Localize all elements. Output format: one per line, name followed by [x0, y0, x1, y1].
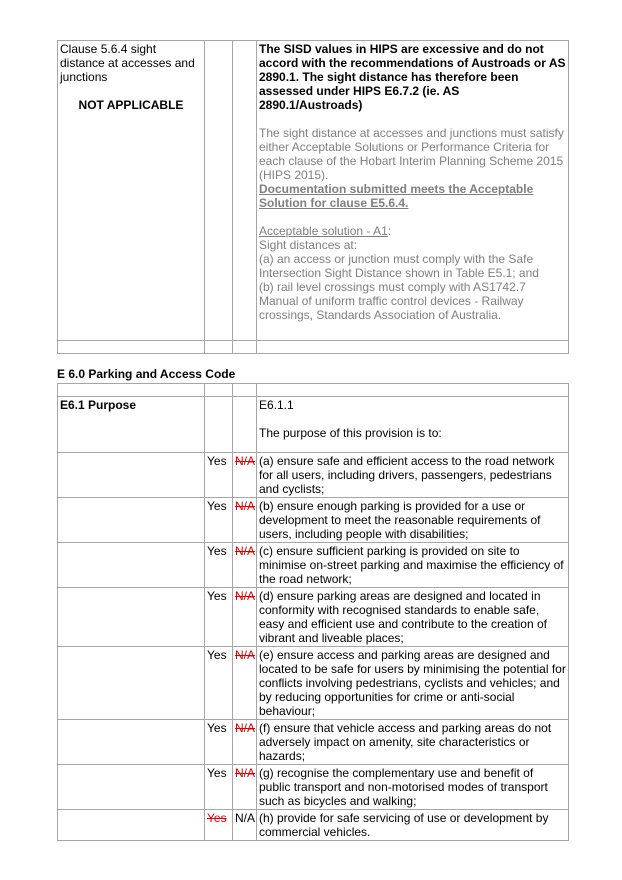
empty-cell	[257, 384, 569, 397]
na-answer	[233, 498, 257, 543]
na-answer	[233, 543, 257, 588]
na-answer	[233, 810, 257, 841]
na-answer-text: N/A	[235, 648, 256, 662]
purpose-item-text: (e) ensure access and parking areas are designed and located to be safe for users by minimising the potential for conflicts involving pedestrians, cyclists and vehicles; and by reducing opportunities for crime or anti-social behaviour;	[259, 648, 566, 718]
empty-cell	[58, 543, 205, 588]
purpose-item-text: (f) ensure that vehicle access and parking areas do not adversely impact on amenity, site characteristics or hazards;	[259, 721, 552, 763]
purpose-item-text: (g) recognise the complementary use and benefit of public transport and non-motorised modes of transport such as bicycles and walking;	[259, 766, 548, 808]
sisd-statement: The SISD values in HIPS are excessive and do not accord with the recommendations of Austroads or AS 2890.1. The sight distance has therefore been assessed under HIPS E6.7.2 (ie. AS 2890.1/Austroads)	[259, 42, 566, 112]
clause-ref: E6.1.1	[259, 398, 294, 412]
na-answer	[233, 453, 257, 498]
empty-cell	[58, 341, 205, 354]
purpose-row	[58, 810, 569, 841]
purpose-row	[58, 453, 569, 498]
section-heading: E 6.0 Parking and Access Code	[57, 367, 236, 381]
empty-cell	[257, 341, 569, 354]
purpose-row	[58, 543, 569, 588]
purpose-item-text: (d) ensure parking areas are designed and located in conformity with recognised standards to enable safe, easy and efficient use and contribute to the creation of vibrant and liveable places;	[259, 589, 547, 645]
purpose-intro-cell	[257, 397, 569, 453]
yes-answer	[205, 588, 233, 647]
na-answer	[233, 765, 257, 810]
yes-answer-text: Yes	[207, 454, 227, 468]
clause-5-6-4-table	[57, 40, 569, 354]
empty-cell	[58, 647, 205, 720]
yes-answer-text: Yes	[207, 766, 227, 780]
clause-cell	[58, 41, 205, 341]
item-a-text: (a) an access or junction must comply with the Safe Intersection Sight Distance shown in Table E5.1; and	[259, 252, 539, 280]
purpose-item	[257, 498, 569, 543]
item-b-text: (b) rail level crossings must comply with AS1742.7 Manual of uniform traffic control devices - Railway crossings, Standards Association of Australia.	[259, 280, 526, 322]
na-answer	[233, 647, 257, 720]
purpose-item-text: (b) ensure enough parking is provided for a use or development to meet the reasonable requirements of users, including people with disabilities;	[259, 499, 541, 541]
documentation-statement: Documentation submitted meets the Acceptable Solution for clause E5.6.4.	[259, 182, 534, 210]
purpose-intro: The purpose of this provision is to:	[259, 426, 442, 440]
purpose-row	[58, 765, 569, 810]
yes-answer-text: Yes	[207, 648, 227, 662]
yes-answer	[205, 765, 233, 810]
na-answer-text: N/A	[235, 454, 256, 468]
acceptable-solution-colon: :	[387, 224, 392, 238]
empty-cell	[233, 397, 257, 453]
purpose-item-text: (c) ensure sufficient parking is provided on site to minimise on-street parking and maximise the efficiency of the road network;	[259, 544, 564, 586]
parking-purpose-table	[57, 383, 569, 841]
purpose-item	[257, 453, 569, 498]
yes-answer-text: Yes	[207, 721, 227, 735]
purpose-row	[58, 588, 569, 647]
assessment-cell	[257, 41, 569, 341]
purpose-row	[58, 720, 569, 765]
empty-cell	[58, 588, 205, 647]
purpose-item	[257, 543, 569, 588]
purpose-row	[58, 647, 569, 720]
purpose-item	[257, 810, 569, 841]
yes-answer	[205, 453, 233, 498]
empty-cell	[233, 341, 257, 354]
empty-cell	[58, 720, 205, 765]
purpose-label: E6.1 Purpose	[58, 397, 205, 453]
na-answer	[233, 720, 257, 765]
empty-cell	[58, 765, 205, 810]
na-answer-text: N/A	[235, 499, 256, 513]
sight-distances-label: Sight distances at:	[259, 238, 358, 252]
yes-answer-text: Yes	[207, 811, 227, 825]
na-answer	[233, 588, 257, 647]
na-answer-text: N/A	[235, 721, 256, 735]
empty-cell	[58, 810, 205, 841]
na-cell	[233, 41, 257, 341]
empty-cell	[58, 498, 205, 543]
purpose-item-text: (a) ensure safe and efficient access to the road network for all users, including drivers, passengers, pedestrians and cyclists;	[259, 454, 555, 496]
yes-answer	[205, 498, 233, 543]
na-answer-text: N/A	[235, 811, 256, 825]
purpose-item	[257, 765, 569, 810]
yes-answer	[205, 720, 233, 765]
empty-cell	[58, 453, 205, 498]
clause-label: Clause 5.6.4 sight distance at accesses and junctions	[60, 42, 195, 84]
empty-cell	[205, 397, 233, 453]
purpose-item	[257, 720, 569, 765]
yes-answer	[205, 543, 233, 588]
empty-cell	[233, 384, 257, 397]
not-applicable-label: NOT APPLICABLE	[78, 98, 184, 112]
purpose-item	[257, 647, 569, 720]
intro-text: The sight distance at accesses and junctions must satisfy either Acceptable Solutions or Performance Criteria for each clause of the Hobart Interim Planning Scheme 2015 (HIPS 2015).	[259, 126, 564, 182]
purpose-item	[257, 588, 569, 647]
yes-cell	[205, 41, 233, 341]
yes-answer-text: Yes	[207, 499, 227, 513]
yes-answer-text: Yes	[207, 589, 227, 603]
yes-answer	[205, 810, 233, 841]
empty-cell	[205, 384, 233, 397]
purpose-row	[58, 498, 569, 543]
empty-cell	[205, 341, 233, 354]
na-answer-text: N/A	[235, 589, 256, 603]
acceptable-solution-heading: Acceptable solution - A1	[259, 224, 388, 238]
yes-answer	[205, 647, 233, 720]
empty-cell	[58, 384, 205, 397]
purpose-item-text: (h) provide for safe servicing of use or development by commercial vehicles.	[259, 811, 549, 839]
na-answer-text: N/A	[235, 544, 256, 558]
na-answer-text: N/A	[235, 766, 256, 780]
yes-answer-text: Yes	[207, 544, 227, 558]
